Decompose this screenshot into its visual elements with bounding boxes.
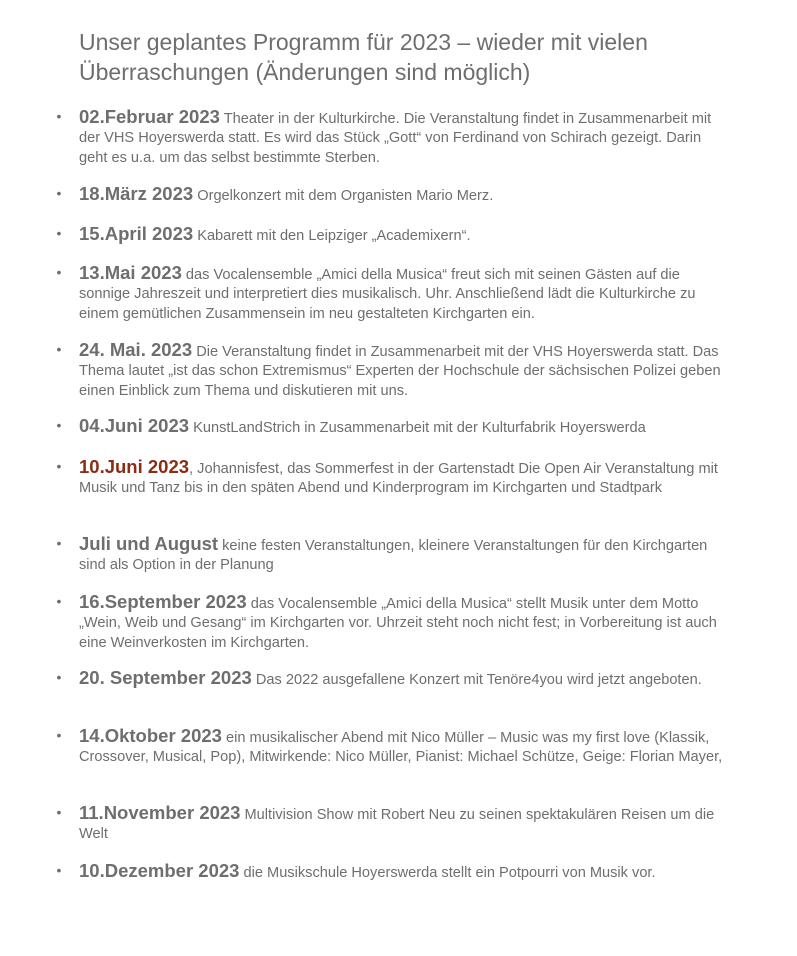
- event-date-highlighted: 10.Juni 2023: [79, 456, 190, 477]
- bullet-icon: •: [56, 669, 62, 685]
- list-item: [56, 591, 724, 653]
- event-description: Theater in der Kulturkirche. Die Veranstaltung findet in Zusammenarbeit mit der VHS Hoyerswerda statt. Es wird das Stück „Gott“ von Ferdinand von Schirach gezeigt. Darin geht es u.a. um das selbst bestimmte Sterben.: [79, 111, 712, 166]
- event-date: 18.März 2023: [79, 183, 194, 204]
- list-item: [56, 183, 724, 206]
- list-item: [56, 456, 724, 499]
- bullet-icon: •: [56, 535, 62, 551]
- bullet-icon: •: [56, 804, 62, 820]
- event-description: Das 2022 ausgefallene Konzert mit Tenöre4you wird jetzt angeboten.: [251, 672, 702, 688]
- event-description: KunstLandStrich in Zusammenarbeit mit der Kulturfabrik Hoyerswerda: [189, 420, 646, 436]
- bullet-icon: •: [56, 225, 62, 241]
- bullet-icon: •: [56, 862, 62, 878]
- bullet-icon: •: [56, 458, 62, 474]
- bullet-icon: •: [56, 417, 62, 433]
- event-date: 13.Mai 2023: [79, 262, 182, 283]
- event-description: Kabarett mit den Leipziger „Academixern“.: [193, 228, 471, 244]
- bullet-icon: •: [56, 108, 62, 124]
- event-description: , Johannisfest, das Sommerfest in der Gartenstadt Die Open Air Veranstaltung mit Musik und Tanz bis in den späten Abend und Kinderprogram im Kirchgarten und Stadtpark: [79, 461, 718, 497]
- event-description: keine festen Veranstaltungen, kleinere Veranstaltungen für den Kirchgarten sind als Option in der Planung: [79, 538, 708, 574]
- page-title: Unser geplantes Programm für 2023 – wieder mit vielen Überraschungen (Änderungen sind möglich): [79, 29, 648, 85]
- event-date: 10.Dezember 2023: [79, 860, 240, 881]
- event-date: 15.April 2023: [79, 223, 194, 244]
- list-item: [56, 533, 724, 576]
- event-date: 02.Februar 2023: [79, 106, 220, 127]
- event-date: 11.November 2023: [79, 802, 241, 823]
- event-date: 04.Juni 2023: [79, 415, 190, 436]
- list-item: [56, 667, 724, 690]
- event-description: Orgelkonzert mit dem Organisten Mario Merz.: [193, 188, 494, 204]
- event-description: Multivision Show mit Robert Neu zu seinen spektakulären Reisen um die Welt: [79, 807, 715, 843]
- event-description: ein musikalischer Abend mit Nico Müller – Music was my first love (Klassik, Crossover, Musical, Pop), Mitwirkende: Nico Müller, Pianist: Michael Schütze, Geige: Florian Mayer,: [79, 730, 723, 766]
- list-item: [56, 223, 724, 246]
- bullet-icon: •: [56, 593, 62, 609]
- list-item: [56, 262, 724, 324]
- event-date: 16.September 2023: [79, 591, 247, 612]
- event-date: Juli und August: [79, 533, 219, 554]
- bullet-icon: •: [56, 341, 62, 357]
- event-description: das Vocalensemble „Amici della Musica“ freut sich mit seinen Gästen auf die sonnige Jahreszeit und interpretiert dies musikalisch. Uhr. Anschließend lädt die Kulturkirche zu einem gemütlichen Zusammensein im neu gestalteten Kirchgarten ein.: [79, 267, 696, 322]
- list-item: [56, 725, 724, 768]
- list-item: [56, 415, 724, 438]
- list-item: [56, 339, 724, 401]
- event-description: das Vocalensemble „Amici della Musica“ stellt Musik unter dem Motto „Wein, Weib und Gesang“ im Kirchgarten vor. Uhrzeit steht noch nicht fest; in Vorbereitung ist auch eine Weinverkosten im Kirchgarten.: [79, 596, 717, 651]
- event-date: 14.Oktober 2023: [79, 725, 222, 746]
- bullet-icon: •: [56, 185, 62, 201]
- event-description: Die Veranstaltung findet in Zusammenarbeit mit der VHS Hoyerswerda statt. Das Thema lautet „ist das schon Extremismus“ Experten der Hochschule der sächsischen Polizei geben einen Einblick zum Thema und diskutieren mit uns.: [79, 344, 721, 399]
- bullet-icon: •: [56, 727, 62, 743]
- event-date: 24. Mai. 2023: [79, 339, 193, 360]
- list-item: [56, 106, 724, 168]
- list-item: [56, 802, 724, 845]
- event-description: die Musikschule Hoyerswerda stellt ein Potpourri von Musik vor.: [239, 865, 656, 881]
- bullet-icon: •: [56, 264, 62, 280]
- list-item: [56, 860, 724, 883]
- event-date: 20. September 2023: [79, 667, 252, 688]
